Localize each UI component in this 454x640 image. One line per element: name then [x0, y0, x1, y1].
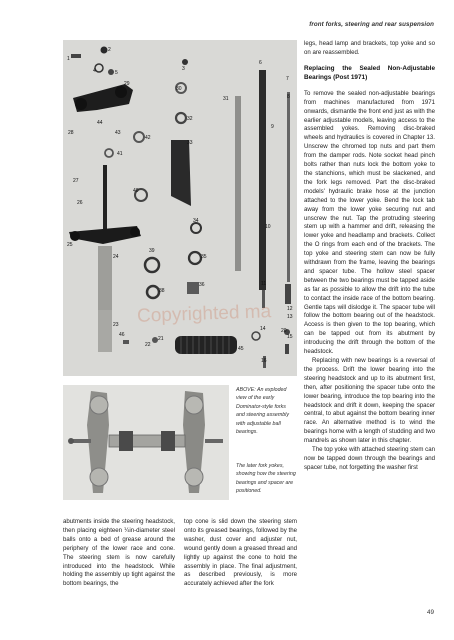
part-label: 45 [238, 346, 244, 352]
part-label: 43 [115, 130, 121, 136]
part-label: 27 [73, 178, 79, 184]
body-paragraph: top cone is slid down the steering stem onto its greased bearings, followed by the washer, dust cover and adjuster nut, wound gently down a greased thread and lightly up against the cone to hold the assembly in place. The final adjustment, as described previously, is more accurately achieved after the fork [184, 518, 297, 588]
part-label: 21 [158, 336, 164, 342]
part-label: 16 [261, 358, 267, 364]
part-label: 41 [117, 151, 123, 157]
part-label: 6 [259, 60, 262, 66]
part-label: 3 [182, 66, 185, 72]
part-label: 33 [187, 140, 193, 146]
section-subheading: Replacing the Sealed Non-Adjustable Bearings (Post 1971) [304, 64, 435, 81]
part-label: 4 [93, 68, 96, 74]
part-label: 29 [124, 81, 130, 87]
part-label: 39 [149, 248, 155, 254]
right-column [304, 40, 435, 473]
part-label: 36 [199, 282, 205, 288]
part-label: 46 [119, 332, 125, 338]
middle-column [184, 518, 297, 589]
caption-above: ABOVE: An exploded view of the early Dominator-style forks and steering assembly with adjustable ball bearings. [236, 387, 289, 436]
part-label: 31 [223, 96, 229, 102]
part-label: 32 [187, 116, 193, 122]
part-label: 35 [201, 254, 207, 260]
part-label: 22 [145, 342, 151, 348]
part-label: 8 [287, 94, 290, 100]
part-label: 38 [159, 288, 165, 294]
intro-paragraph: legs, head lamp and brackets, top yoke and so on are reassembled. [304, 40, 435, 56]
part-label: 24 [113, 254, 119, 260]
body-paragraph: Replacing with new bearings is a reversal of the process. Drift the lower bearing into the steering headstock and up to its abutment first, then, after positioning the spacer tube onto the lower bearing, introduce the top bearing into the headstock and drift it down, keeping the spacer central, to abut against the bottom bearing inner race. An alternative method is to wind the bearings home with a length of studding and two mandrels as shown later in this chapter. [304, 357, 435, 445]
part-label: 25 [67, 242, 73, 248]
part-label: 20 [281, 328, 287, 334]
part-label: 15 [287, 334, 293, 340]
part-label: 28 [68, 130, 74, 136]
part-label: 40 [133, 188, 139, 194]
exploded-view-photo [63, 40, 297, 376]
part-label: 2 [108, 47, 111, 53]
part-label: 12 [287, 306, 293, 312]
part-label: 9 [271, 124, 274, 130]
copyright-watermark: Copyrighted ma [136, 301, 272, 327]
body-paragraph: abutments inside the steering headstock, then placing eighteen ¼in-diameter steel balls onto a bed of grease around the periphery of the lower race and cone. The steering stem is now carefully introduced into the headstock. While holding the assembly up tight against the bottom bearings, the [63, 518, 175, 588]
part-label: 13 [287, 314, 293, 320]
part-label: 1 [67, 56, 70, 62]
body-paragraph: To remove the sealed non-adjustable bearings from machines manufactured from 1971 onwards, dismantle the front end just as with the earlier adjustable models, leaving access to the assembled yokes. Removing disc-braked wheels and hydraulics is covered in Chapter 13. Unscrew the chromed top nuts and part them from the damper rods. Note socket head pinch bolts rather than nuts lock the bottom yoke to the stanchions, which must be slackened, and the fork legs removed. Part the disc-braked models' hydraulic brake hose at the junction attached to the lower yoke. Bend the lock tab away from the lower yoke securing nut and unscrew the nut. Tap the protruding steering stem up with a hammer and drift, releasing the lower yoke and headlamp and brackets. Collect the O rings from each end of the brackets. The top yoke and steering stem can now be fully withdrawn from the frame, leaving the bearings and spacer tube. The hollow steel spacer between the two bearings must be tapped aside as far as possible to allow the drift into the tube to contact the inside race of the bottom bearing. Gentle taps will dislodge it. The spacer tube will follow the bottom bearing out of the headstock. Access is then given to the top bearing, which can be tapped out from its abutment by introducing the drift through the bottom of the headstock. [304, 89, 435, 356]
part-label: 26 [77, 200, 83, 206]
part-label: 7 [286, 76, 289, 82]
part-label: 44 [97, 120, 103, 126]
part-label: 34 [193, 218, 199, 224]
part-label: 14 [260, 326, 266, 332]
part-label: 10 [265, 224, 271, 230]
part-label: 11 [261, 281, 267, 287]
caption-below: The later fork yokes, showing how the steering bearings and spacer are positioned. [236, 463, 296, 495]
part-label: 5 [115, 70, 118, 76]
part-label: 23 [113, 322, 119, 328]
running-head: front forks, steering and rear suspension [309, 21, 434, 28]
part-label: 42 [145, 135, 151, 141]
later-yokes-photo [63, 385, 229, 500]
page-number: 49 [426, 609, 434, 616]
part-label: 30 [176, 86, 182, 92]
left-column [63, 518, 175, 589]
body-paragraph: The top yoke with attached steering stem can now be tapped down through the bearings and spacer tube, not forgetting the washer first [304, 446, 435, 471]
